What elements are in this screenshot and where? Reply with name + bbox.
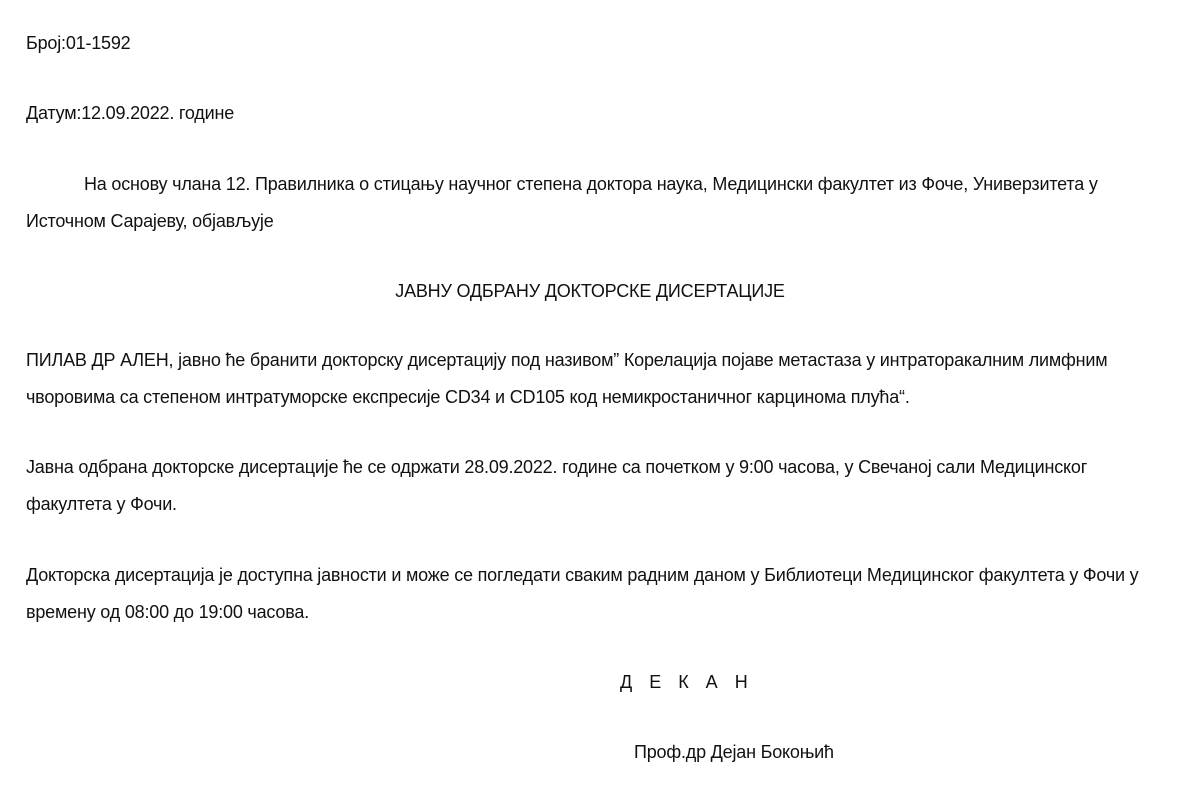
candidate-paragraph-line-1: ПИЛАВ ДР АЛЕН, јавно ће бранити докторску дисертацију под називом” Корелација појаве метастаза у интраторакалним лимфним [26,350,1108,370]
defense-schedule-line-1: Јавна одбрана докторске дисертације ће се одржати 28.09.2022. године са почетком у 9:00 часова, у Свечаној сали Медицинског [26,457,1088,477]
intro-text-line-2: Источном Сарајеву, објављује [26,211,274,231]
availability-line-2: времену од 08:00 до 19:00 часова. [26,602,310,622]
defense-schedule-line-2: факултета у Фочи. [26,494,177,514]
announcement-heading: ЈАВНУ ОДБРАНУ ДОКТОРСКЕ ДИСЕРТАЦИЈЕ [395,281,785,301]
intro-text-line-1: На основу члана 12. Правилника о стицању научног степена доктора наука, Медицински факултет из Фоче, Универзитета у [84,174,1098,194]
availability-line-1: Докторска дисертација је доступна јавности и може се погледати сваким радним даном у Библиотеци Медицинског факултета у Фочи у [26,565,1139,585]
document-number: Број:01-1592 [26,33,131,53]
dean-name: Проф.др Дејан Бокоњић [634,742,834,762]
candidate-paragraph-line-2: чворовима са степеном интратуморске експресије CD34 и CD105 код немикростаничног карцинома плућа“. [26,387,910,407]
dean-title: Д Е К А Н [620,672,754,692]
document-date: Датум:12.09.2022. године [26,103,235,123]
